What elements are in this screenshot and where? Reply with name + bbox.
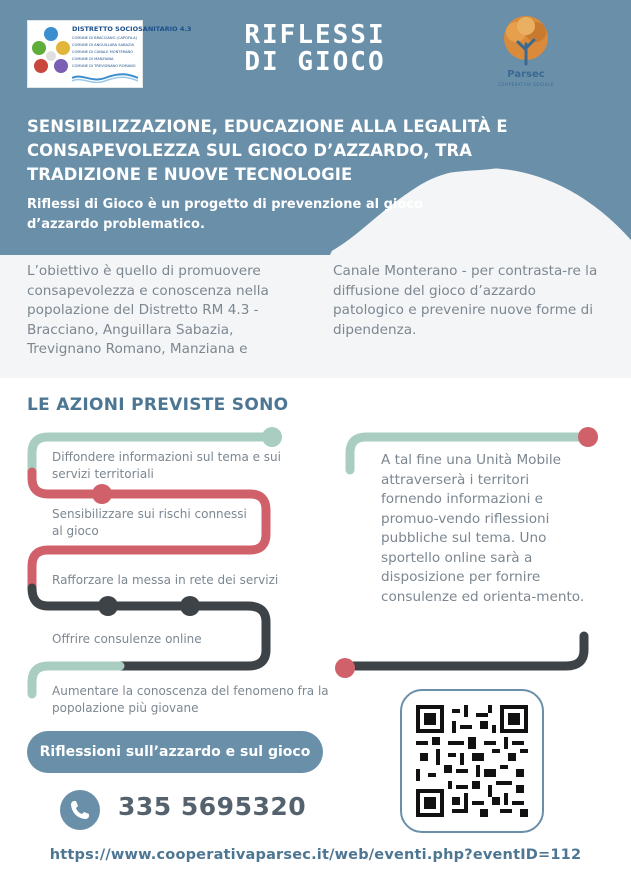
district-emblems-icon <box>31 24 71 84</box>
objective-right-column: Canale Monterano - per contrasta-re la diffusione del gioco d’azzardo patologico e prevenire nuove forme di dipendenza. <box>333 263 598 338</box>
cta-button[interactable]: Riflessioni sull’azzardo e sul gioco <box>27 731 323 773</box>
district-line: COMUNE DI TREVIGNANO ROMANO <box>72 64 136 68</box>
qr-code-icon <box>416 705 528 817</box>
district-line: COMUNE DI ANGUILLARA SABAZIA <box>72 43 134 47</box>
parsec-name: Parsec <box>507 69 545 80</box>
mobile-unit-text: A tal fine una Unità Mobile attraverserà i territori fornendo informazioni e promuo-vendo riflessioni pubbliche sul tema. Uno sportello online sarà a disposizione per fornire consulenze ed orienta-mento. <box>381 452 585 605</box>
action-item: Aumentare la conoscenza del fenomeno fra la popolazione più giovane <box>52 684 329 715</box>
objective-left-column: L’obiettivo è quello di promuovere consapevolezza e conoscenza nella popolazione del Distretto RM 4.3 - Bracciano, Anguillara Sabazia, Trevignano Romano, Manziana e <box>27 263 269 357</box>
actions-title: LE AZIONI PREVISTE SONO <box>27 395 289 415</box>
district-line: COMUNE DI BRACCIANO (CAPOFILA) <box>72 36 137 40</box>
district-line: COMUNE DI MANZIANA <box>72 57 114 61</box>
event-url-link[interactable]: https://www.cooperativaparsec.it/web/eventi.php?eventID=112 <box>49 847 582 863</box>
headline: SENSIBILIZZAZIONE, EDUCAZIONE ALLA LEGALITÀ E CONSAPEVOLEZZA SUL GIOCO D’AZZARDO, TRA TRADIZIONE E NUOVE TECNOLOGIE <box>27 117 508 184</box>
brand-title-line: DI GIOCO <box>244 47 386 77</box>
action-item: Offrire consulenze online <box>52 632 202 646</box>
brand-title-line: RIFLESSI <box>244 20 386 50</box>
action-item: Diffondere informazioni sul tema e sui servizi territoriali <box>52 450 281 481</box>
district-logo <box>27 20 192 88</box>
district-line: COMUNE DI CANALE MONTERANO <box>72 50 134 54</box>
phone-number[interactable]: 335 5695320 <box>118 792 307 821</box>
action-item: Rafforzare la messa in rete dei servizi <box>52 573 279 587</box>
brand-title <box>235 22 395 76</box>
action-item: Sensibilizzare sui rischi connessi al gioco <box>52 507 247 538</box>
phone-icon <box>60 790 100 830</box>
wave-icon <box>72 73 138 83</box>
intro-text: Riflessi di Gioco è un progetto di prevenzione al gioco d’azzardo problematico. <box>27 197 423 232</box>
district-title: DISTRETTO SOCIOSANITARIO 4.3 <box>72 25 192 33</box>
qr-code[interactable] <box>400 689 544 833</box>
parsec-logo <box>486 14 566 90</box>
tree-icon <box>496 14 556 69</box>
parsec-subtitle: COOPERATIVA SOCIALE <box>498 82 554 87</box>
